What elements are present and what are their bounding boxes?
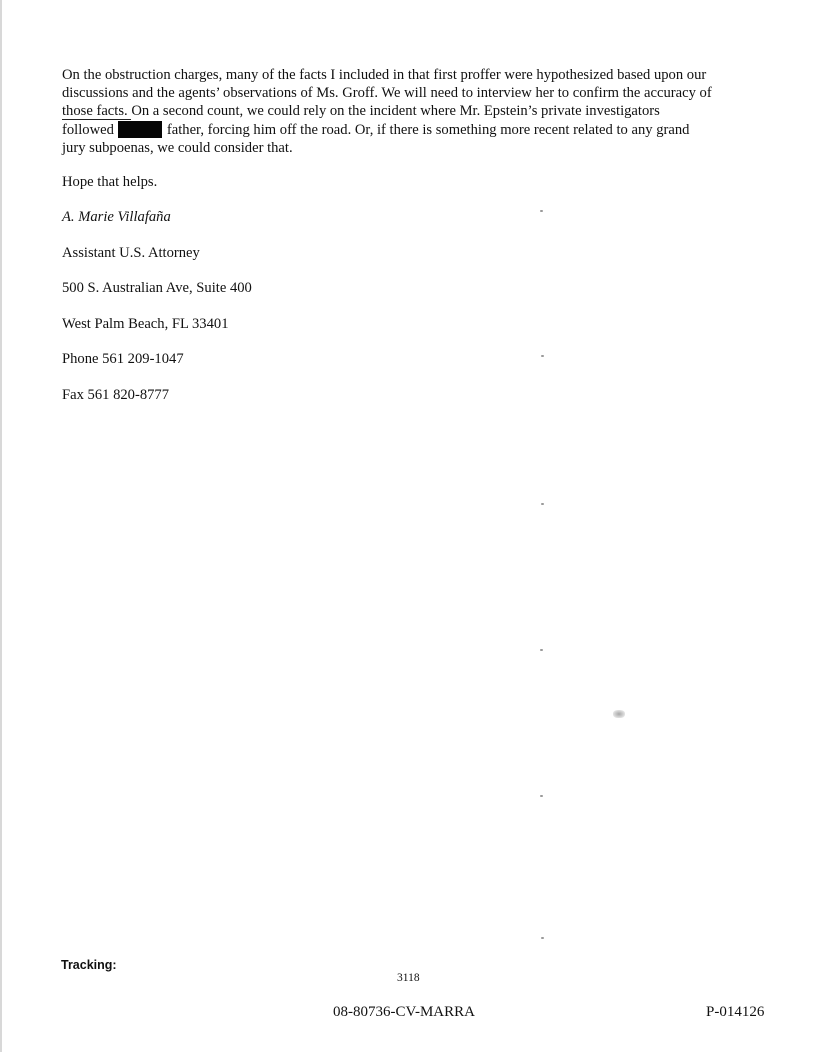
case-number: 08-80736-CV-MARRA	[333, 1004, 475, 1020]
paragraph-line-4	[62, 121, 762, 139]
scan-speck	[540, 649, 543, 651]
address-line-2: West Palm Beach, FL 33401	[62, 316, 229, 332]
scan-speck	[541, 503, 544, 505]
signature-name: A. Marie Villafaña	[62, 209, 171, 225]
paragraph-line-3-rest: On a second count, we could rely on the incident where Mr. Epstein’s private investigators	[131, 103, 660, 120]
paragraph-line-1: On the obstruction charges, many of the facts I included in that first proffer were hypothesized based upon our	[62, 67, 707, 83]
paragraph-line-5: jury subpoenas, we could consider that.	[62, 139, 293, 156]
body-paragraph	[62, 66, 762, 157]
phone-line: Phone 561 209-1047	[62, 351, 184, 367]
scan-speck	[541, 937, 544, 939]
address-line-1: 500 S. Australian Ave, Suite 400	[62, 280, 252, 296]
tracking-label: Tracking:	[61, 958, 117, 972]
fax-line: Fax 561 820-8777	[62, 387, 170, 403]
page-number: 3118	[397, 972, 420, 984]
scan-smudge	[613, 710, 625, 718]
paragraph-line-2: discussions and the agents’ observations of Ms. Groff. We will need to interview her to confirm the accuracy of	[62, 85, 712, 102]
paragraph-line-3	[62, 102, 762, 120]
redaction-box	[118, 121, 162, 138]
scan-speck	[540, 210, 543, 212]
signature-title: Assistant U.S. Attorney	[62, 245, 200, 261]
scan-speck	[540, 795, 543, 797]
closing-line: Hope that helps.	[62, 174, 158, 190]
paragraph-line-4-end: father, forcing him off the road. Or, if there is something more recent related to any grand	[166, 121, 690, 138]
bates-number: P-014126	[706, 1004, 765, 1020]
scan-speck	[541, 355, 544, 357]
paragraph-line-4-start: followed	[62, 121, 114, 138]
page-edge	[0, 0, 2, 1052]
underlined-text: those facts.	[62, 103, 132, 120]
